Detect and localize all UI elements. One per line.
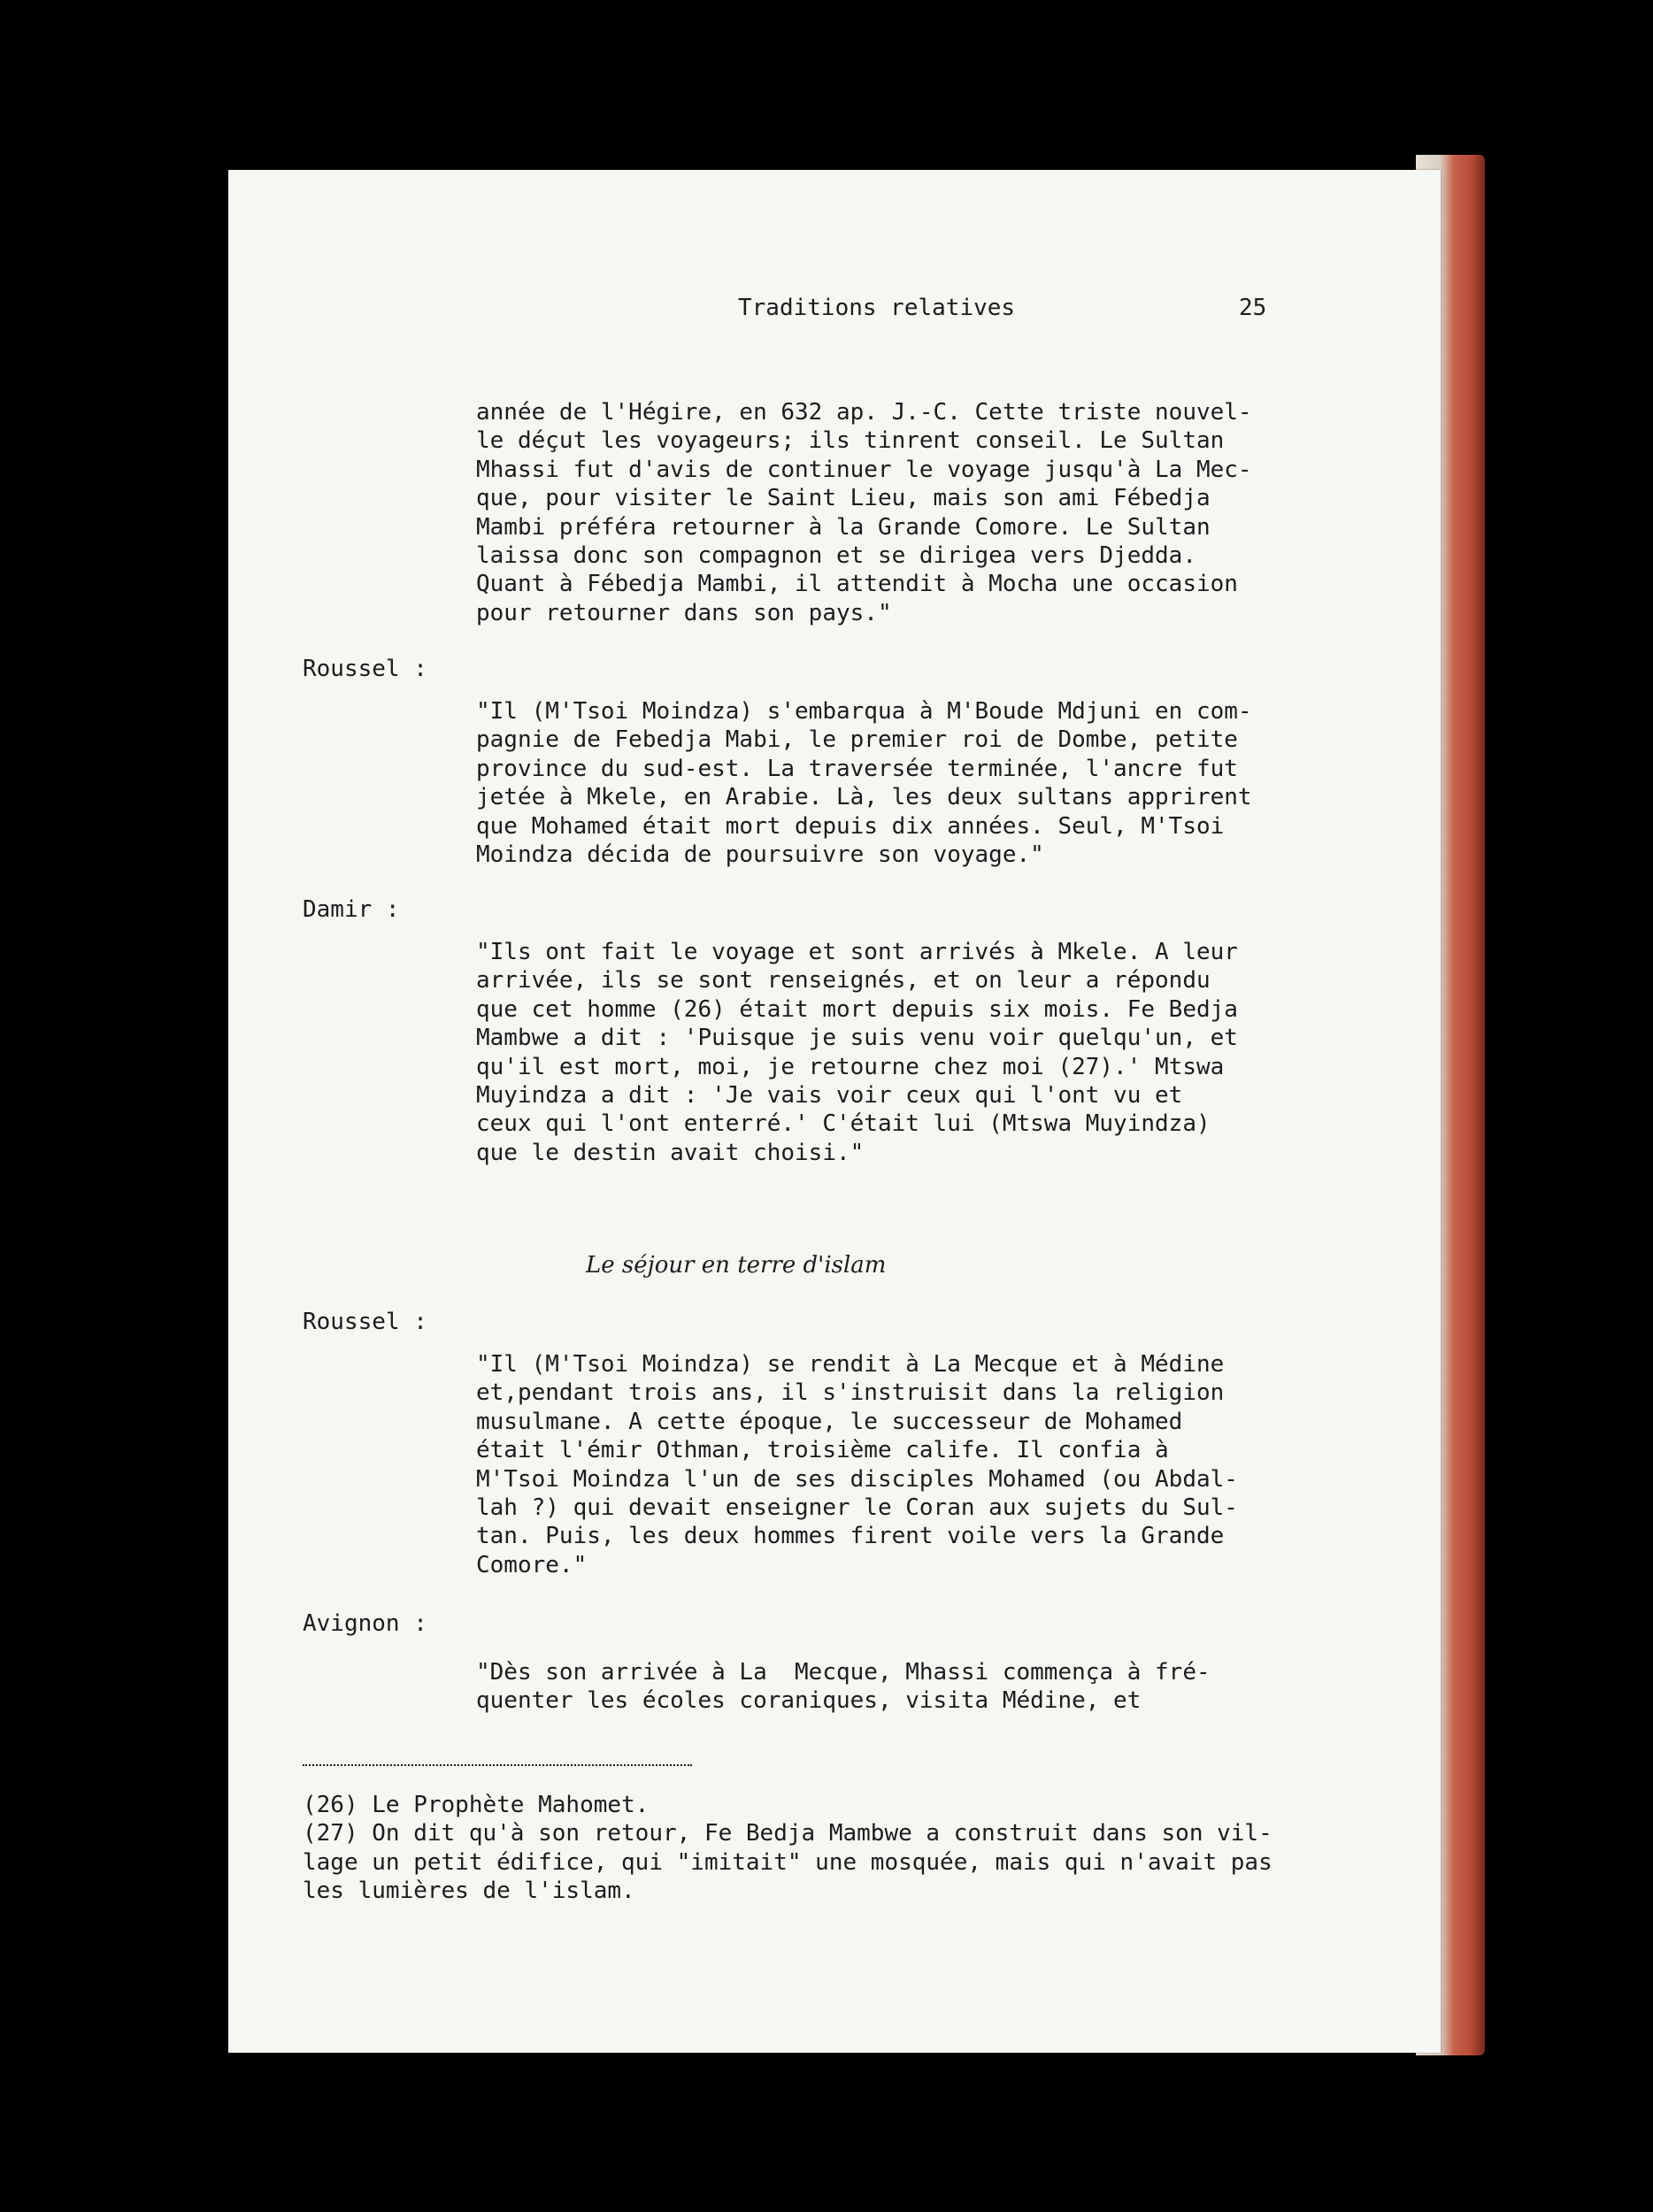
- text-line: laissa donc son compagnon et se dirigea vers Djedda.: [476, 541, 1196, 569]
- speaker-label: Avignon :: [303, 1610, 427, 1637]
- text-line: le déçut les voyageurs; ils tinrent conseil. Le Sultan: [476, 427, 1225, 455]
- text-line: était l'émir Othman, troisième calife. Il confia à: [476, 1437, 1169, 1464]
- speaker-label: Roussel :: [303, 1309, 427, 1335]
- quote-text: [476, 697, 1299, 869]
- header-title: Traditions relatives: [738, 295, 1016, 321]
- text-line: Mambwe a dit : 'Puisque je suis venu voir quelqu'un, et: [476, 1025, 1238, 1052]
- text-line: lah ?) qui devait enseigner le Coran aux sujets du Sul-: [476, 1494, 1238, 1521]
- text-line: que cet homme (26) était mort depuis six mois. Fe Bedja: [476, 995, 1238, 1023]
- text-line: jetée à Mkele, en Arabie. Là, les deux sultans apprirent: [476, 784, 1252, 811]
- text-line: Comore.": [476, 1551, 588, 1578]
- footnotes: [303, 1791, 1303, 1906]
- text-line: Muyindza a dit : 'Je vais voir ceux qui l'ont vu et: [476, 1081, 1183, 1109]
- opening-paragraph-text: [476, 398, 1299, 627]
- text-line: musulmane. A cette époque, le successeur de Mohamed: [476, 1408, 1183, 1435]
- speaker-label: Damir :: [303, 896, 400, 923]
- text-line: année de l'Hégire, en 632 ap. J.-C. Cette triste nouvel-: [476, 399, 1252, 426]
- text-line: M'Tsoi Moindza l'un de ses disciples Mohamed (ou Abdal-: [476, 1465, 1238, 1493]
- text-line: quenter les écoles coraniques, visita Médine, et: [476, 1687, 1142, 1715]
- text-line: "Dès son arrivée à La Mecque, Mhassi commença à fré-: [476, 1659, 1211, 1686]
- text-line: province du sud-est. La traversée terminée, l'ancre fut: [476, 755, 1238, 782]
- text-line: arrivée, ils se sont renseignés, et on leur a répondu: [476, 967, 1211, 995]
- text-line: et,pendant trois ans, il s'instruisit dans la religion: [476, 1379, 1225, 1407]
- page-number: 25: [1239, 295, 1267, 321]
- footnote-line: lage un petit édifice, qui "imitait" une mosquée, mais qui n'avait pas: [303, 1848, 1272, 1876]
- quote-text: [476, 1658, 1299, 1716]
- footnote-line: (26) Le Prophète Mahomet.: [303, 1792, 650, 1818]
- quote-text: [476, 1350, 1299, 1579]
- text-line: pagnie de Febedja Mabi, le premier roi de Dombe, petite: [476, 726, 1238, 754]
- text-line: qu'il est mort, moi, je retourne chez moi (27).' Mtswa: [476, 1053, 1225, 1080]
- text-line: pour retourner dans son pays.": [476, 599, 892, 626]
- text-line: Mambi préféra retourner à la Grande Comore. Le Sultan: [476, 513, 1211, 541]
- text-line: que, pour visiter le Saint Lieu, mais son ami Fébedja: [476, 485, 1211, 512]
- text-line: que le destin avait choisi.": [476, 1139, 865, 1166]
- text-line: "Il (M'Tsoi Moindza) s'embarqua à M'Boude Mdjuni en com-: [476, 698, 1252, 725]
- text-line: que Mohamed était mort depuis dix années. Seul, M'Tsoi: [476, 812, 1225, 840]
- text-line: Moindza décida de poursuivre son voyage.": [476, 841, 1044, 868]
- text-line: tan. Puis, les deux hommes firent voile vers la Grande: [476, 1523, 1225, 1550]
- section-heading: Le séjour en terre d'islam: [586, 1252, 887, 1279]
- footnote-line: (27) On dit qu'à son retour, Fe Bedja Mambwe a construit dans son vil-: [303, 1820, 1272, 1847]
- footnote-line: les lumières de l'islam.: [303, 1878, 635, 1905]
- text-line: Quant à Fébedja Mambi, il attendit à Mocha une occasion: [476, 571, 1238, 598]
- text-line: ceux qui l'ont enterré.' C'était lui (Mtswa Muyindza): [476, 1110, 1211, 1138]
- footnote-rule: [303, 1764, 692, 1766]
- text-line: Mhassi fut d'avis de continuer le voyage jusqu'à La Mec-: [476, 456, 1252, 483]
- quote-text: [476, 938, 1299, 1167]
- text-line: "Il (M'Tsoi Moindza) se rendit à La Mecque et à Médine: [476, 1351, 1225, 1378]
- running-header: [303, 294, 1303, 329]
- speaker-label: Roussel :: [303, 656, 427, 682]
- text-line: "Ils ont fait le voyage et sont arrivés à Mkele. A leur: [476, 939, 1238, 965]
